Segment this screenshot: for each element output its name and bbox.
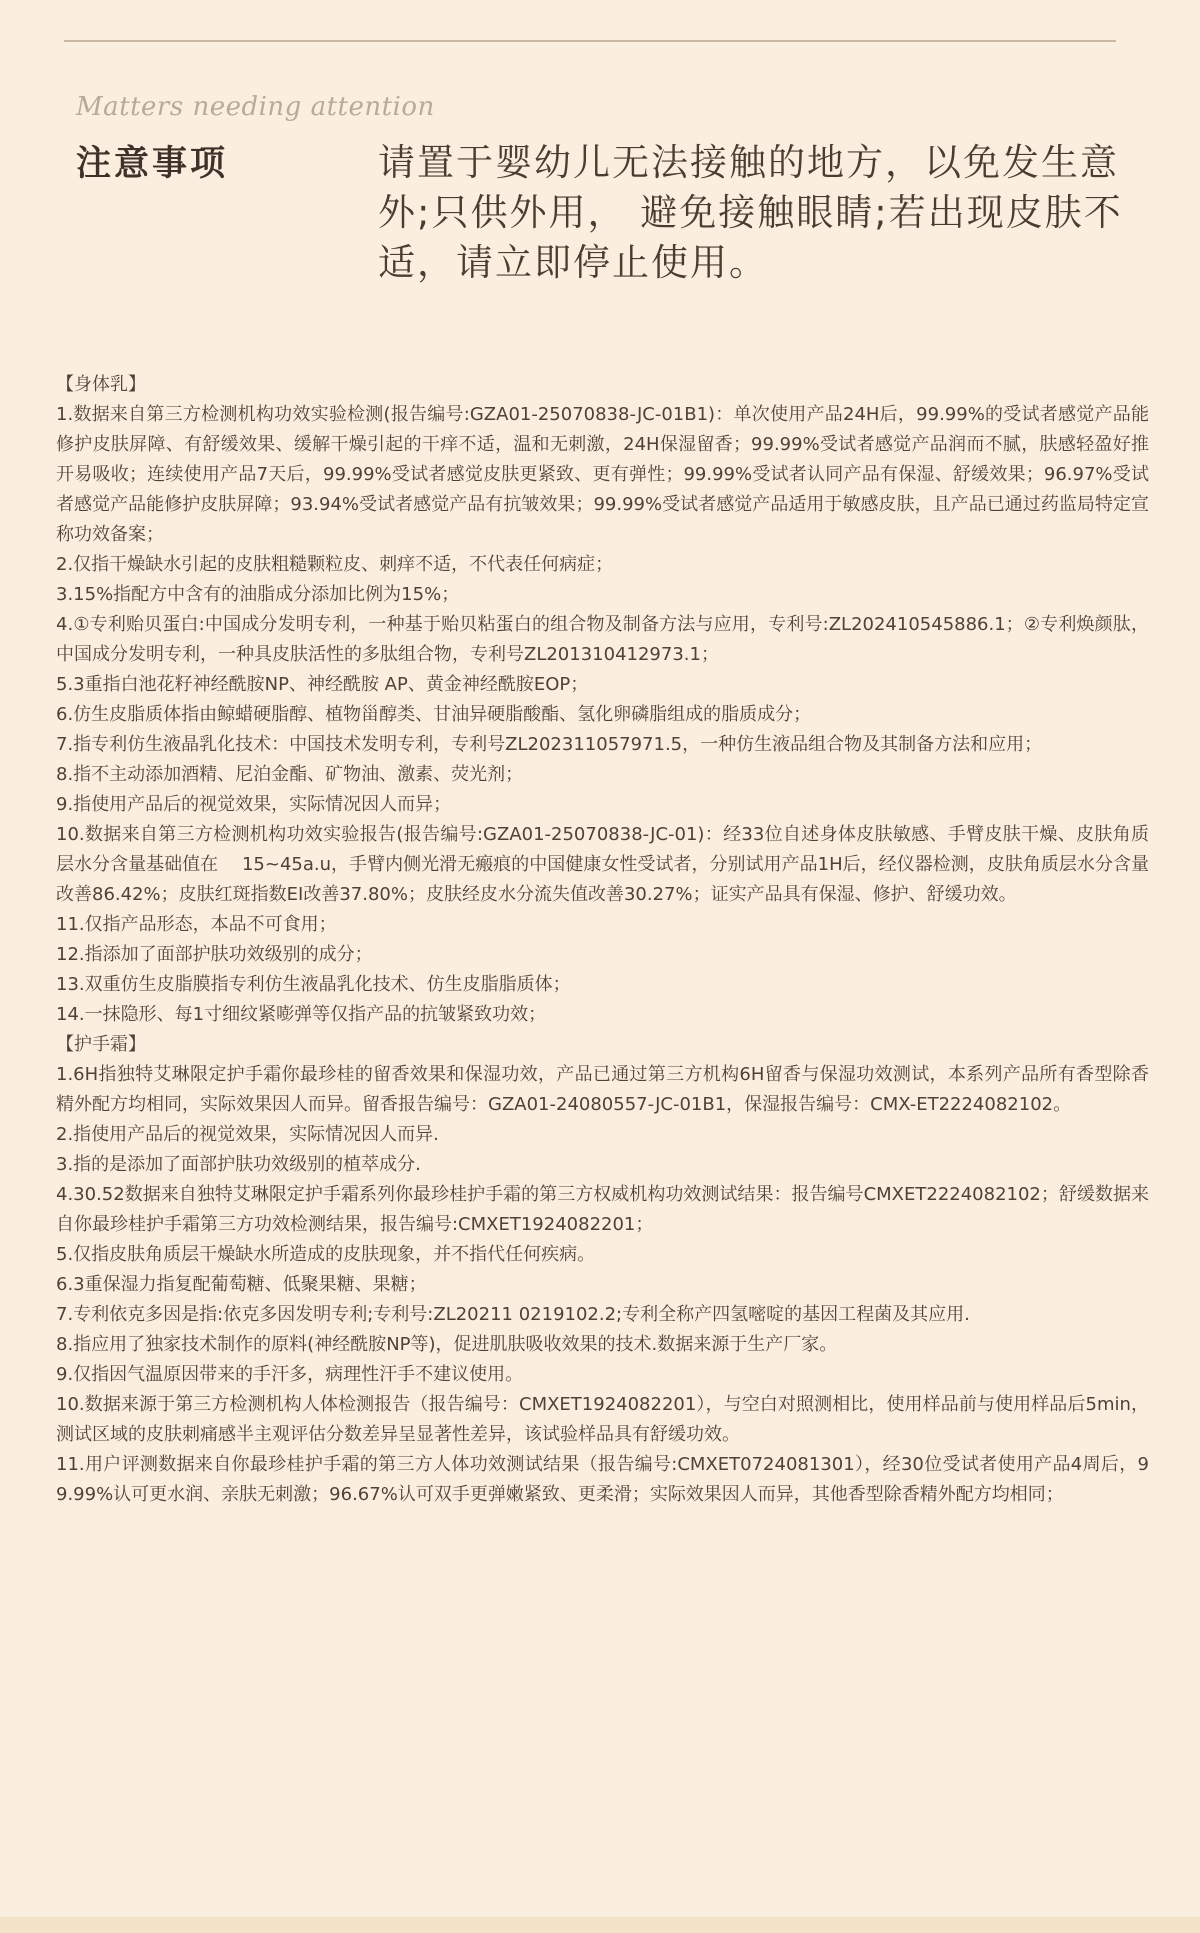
list-item: 14.一抹隐形、每1寸细纹紧嘭弹等仅指产品的抗皱紧致功效； [56,1004,547,1025]
list-item: 4.30.52数据来自独特艾琳限定护手霜系列你最珍桂护手霜的第三方权威机构功效测试结果：报告编号CMXET2224082102；舒缓数据来自你最珍桂护手霜第三方功效检测结果，报告编号:CMXET1924082201； [56,1184,1149,1235]
list-item: 11.用户评测数据来自你最珍桂护手霜的第三方人体功效测试结果（报告编号:CMXET0724081301），经30位受试者使用产品4周后，99.99%认可更水润、亲肤无刺激；96.67%认可双手更弹嫩紧致、更柔滑；实际效果因人而异，其他香型除香精外配方均相同； [56,1454,1149,1505]
list-item: 6.仿生皮脂质体指由鲸蜡硬脂醇、植物甾醇类、甘油异硬脂酸酯、氢化卵磷脂组成的脂质成分； [56,704,812,725]
list-item: 13.双重仿生皮脂膜指专利仿生液晶乳化技术、仿生皮脂脂质体； [56,974,571,995]
list-item: 2.仅指干燥缺水引起的皮肤粗糙颗粒皮、刺痒不适，不代表任何病症； [56,554,614,575]
body-lotion-notes [56,400,1149,1030]
list-item: 9.仅指因气温原因带来的手汗多，病理性汗手不建议使用。 [56,1364,524,1385]
list-item: 5.仅指皮肤角质层干燥缺水所造成的皮肤现象，并不指代任何疾病。 [56,1244,596,1265]
list-item: 8.指不主动添加酒精、尼泊金酯、矿物油、激素、荧光剂； [56,764,524,785]
list-item: 10.数据来自第三方检测机构功效实验报告(报告编号:GZA01-25070838-JC-01)：经33位自述身体皮肤敏感、手臂皮肤干燥、皮肤角质层水分含量基础值在 15~45a.u，手臂内侧光滑无瘢痕的中国健康女性受试者，分别试用产品1H后，经仪器检测，皮肤角质层水分含量改善86.42%；皮肤红斑指数EI改善37.80%；皮肤经皮水分流失值改善30.27%；证实产品具有保湿、修护、舒缓功效。 [56,824,1149,905]
top-divider [64,40,1116,42]
list-item: 1.6H指独特艾琳限定护手霜你最珍桂的留香效果和保湿功效，产品已通过第三方机构6H留香与保湿功效测试，本系列产品所有香型除香精外配方均相同，实际效果因人而异。留香报告编号：GZA01-24080557-JC-01B1，保湿报告编号：CMX-ET2224082102。 [56,1064,1149,1115]
subtitle-english: Matters needing attention [76,92,435,122]
list-item: 1.数据来自第三方检测机构功效实验检测(报告编号:GZA01-25070838-JC-01B1)：单次使用产品24H后，99.99%的受试者感觉产品能修护皮肤屏障、有舒缓效果、缓解干燥引起的干痒不适，温和无刺激，24H保湿留香；99.99%受试者感觉产品润而不腻，肤感轻盈好推开易吸收；连续使用产品7天后，99.99%受试者感觉皮肤更紧致、更有弹性；99.99%受试者认同产品有保湿、舒缓效果；96.97%受试者感觉产品能修护皮肤屏障；93.94%受试者感觉产品有抗皱效果；99.99%受试者感觉产品适用于敏感皮肤，且产品已通过药监局特定宣称功效备案； [56,404,1149,545]
warning-text: 请置于婴幼儿无法接触的地方，以免发生意外;只供外用， 避免接触眼睛;若出现皮肤不适，请立即停止使用。 [378,141,1123,284]
list-item: 6.3重保湿力指复配葡萄糖、低聚果糖、果糖； [56,1274,427,1295]
hand-cream-notes [56,1060,1149,1510]
list-item: 4.①专利贻贝蛋白:中国成分发明专利，一种基于贻贝粘蛋白的组合物及制备方法与应用，专利号:ZL202410545886.1；②专利焕颜肽，中国成分发明专利，一种具皮肤活性的多肽组合物，专利号ZL201310412973.1； [56,614,1149,665]
list-item: 8.指应用了独家技术制作的原料(神经酰胺NP等)，促进肌肤吸收效果的技术.数据来源于生产厂家。 [56,1334,838,1355]
list-item: 12.指添加了面部护肤功效级别的成分； [56,944,373,965]
list-item: 9.指使用产品后的视觉效果，实际情况因人而异； [56,794,452,815]
list-item: 7.指专利仿生液晶乳化技术：中国技术发明专利，专利号ZL202311057971.5，一种仿生液品组合物及其制备方法和应用； [56,734,1043,755]
page-title: 注意事项 [76,144,229,184]
section-heading-hand-cream: 【护手霜】 [56,1034,146,1055]
section-heading-body-lotion: 【身体乳】 [56,374,146,395]
list-item: 10.数据来源于第三方检测机构人体检测报告（报告编号：CMXET1924082201），与空白对照测相比，使用样品前与使用样品后5min，测试区域的皮肤刺痛感半主观评估分数差异呈显著性差异，该试验样品具有舒缓功效。 [56,1394,1149,1445]
list-item: 3.指的是添加了面部护肤功效级别的植萃成分. [56,1154,421,1175]
bottom-band [0,1917,1200,1933]
list-item: 2.指使用产品后的视觉效果，实际情况因人而异. [56,1124,439,1145]
list-item: 11.仅指产品形态，本品不可食用； [56,914,337,935]
list-item: 7.专利依克多因是指:依克多因发明专利;专利号:ZL20211 0219102.2;专利全称产四氢嘧啶的基因工程菌及其应用. [56,1304,970,1325]
footnotes [56,370,1149,1510]
list-item: 3.15%指配方中含有的油脂成分添加比例为15%； [56,584,460,605]
list-item: 5.3重指白池花籽神经酰胺NP、神经酰胺 AP、黄金神经酰胺EOP； [56,674,589,695]
